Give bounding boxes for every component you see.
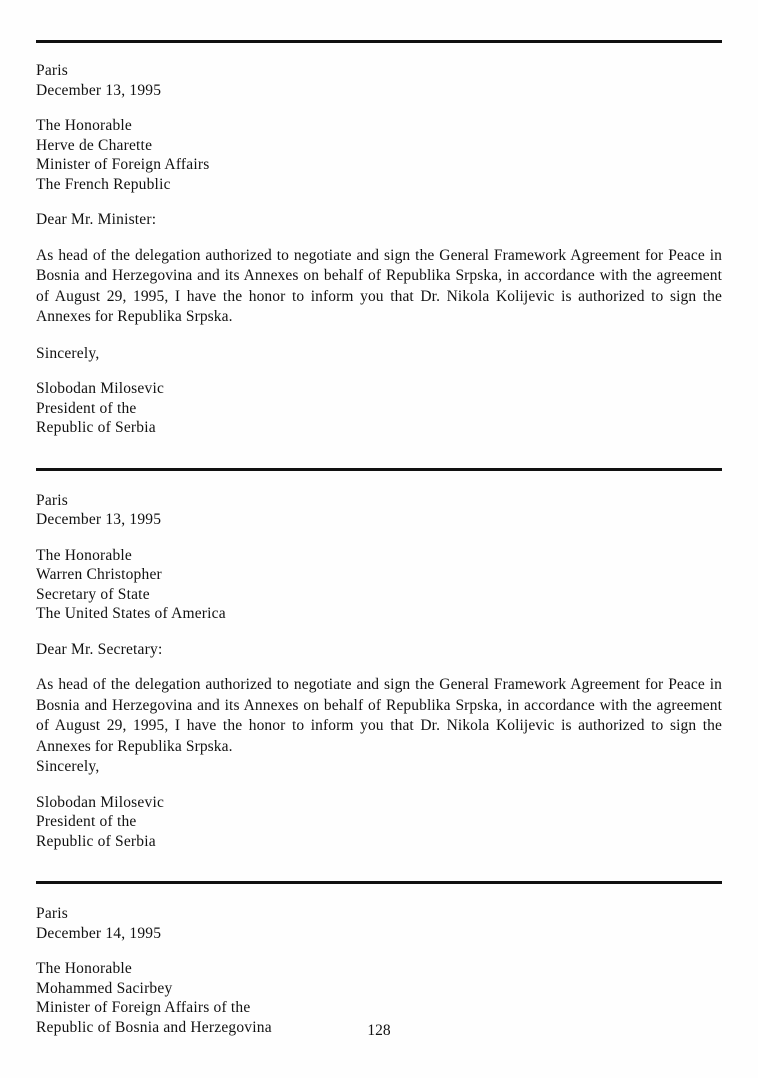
letter-body: As head of the delegation authorized to negotiate and sign the General Framework Agreement for Peace in Bosnia and Herzegovina and its Annexes on behalf of Republika Srpska, in accordance with the agreement of August 29, 1995, I have the honor to inform you that Dr. Nikola Kolijevic is authorized to sign the Annexes for Republika Srpska. <box>36 246 722 325</box>
letter-closing: Sincerely, <box>36 344 100 362</box>
signature-line: Slobodan Milosevic <box>36 380 165 397</box>
letter-block <box>36 473 722 852</box>
letter-dateline <box>36 904 722 943</box>
section-divider-wrap <box>36 867 722 886</box>
letter-dateline <box>36 61 722 100</box>
letter-closing-wrap <box>36 344 722 364</box>
signature-line: Slobodan Milosevic <box>36 793 165 811</box>
letter-closing: Sincerely, <box>36 758 100 775</box>
letter-date: December 13, 1995 <box>36 81 162 99</box>
letter-addressee <box>36 116 722 194</box>
letter-salutation: Dear Mr. Secretary: <box>36 640 163 658</box>
letter-closing-wrap <box>36 757 722 777</box>
signature-line: Republic of Serbia <box>36 832 156 850</box>
addressee-line: Minister of Foreign Affairs <box>36 156 210 173</box>
letter-salutation: Dear Mr. Minister: <box>36 211 157 228</box>
addressee-line: Minister of Foreign Affairs of the <box>36 999 251 1016</box>
section-divider <box>36 468 722 471</box>
letter-body-wrap <box>36 246 722 328</box>
page-content <box>36 40 722 1053</box>
letter-signature <box>36 379 722 438</box>
page-number: 128 <box>367 1022 391 1039</box>
letter-addressee <box>36 546 722 624</box>
letter-city: Paris <box>36 905 68 922</box>
addressee-line: The Honorable <box>36 546 132 564</box>
letter-city: Paris <box>36 62 68 79</box>
addressee-line: Secretary of State <box>36 585 150 603</box>
letter-body: As head of the delegation authorized to negotiate and sign the General Framework Agreement for Peace in Bosnia and Herzegovina and its Annexes on behalf of Republika Srpska, in accordance with the agreement of August 29, 1995, I have the honor to inform you that Dr. Nikola Kolijevic is authorized to sign the Annexes for Republika Srpska. <box>36 676 722 755</box>
letter-city: Paris <box>36 491 68 509</box>
signature-line: President of the <box>36 813 137 830</box>
addressee-line: Warren Christopher <box>36 566 162 583</box>
addressee-line: The Honorable <box>36 117 132 134</box>
addressee-line: Republic of Bosnia and Herzegovina <box>36 1018 272 1036</box>
section-divider <box>36 881 722 884</box>
letter-date: December 14, 1995 <box>36 924 162 942</box>
letter-dateline <box>36 491 722 530</box>
addressee-line: The United States of America <box>36 605 226 622</box>
addressee-line: Herve de Charette <box>36 136 153 154</box>
addressee-line: Mohammed Sacirbey <box>36 979 173 997</box>
letter-body-wrap <box>36 675 722 757</box>
letter-date: December 13, 1995 <box>36 511 162 528</box>
addressee-line: The Honorable <box>36 960 132 977</box>
letter-salutation-wrap <box>36 640 722 660</box>
letter-block <box>36 886 722 1037</box>
section-divider-wrap <box>36 454 722 473</box>
letter-signature <box>36 793 722 852</box>
signature-line: President of the <box>36 399 137 417</box>
signature-line: Republic of Serbia <box>36 419 156 436</box>
letter-salutation-wrap <box>36 210 722 230</box>
addressee-line: The French Republic <box>36 175 171 193</box>
letter-block <box>36 43 722 438</box>
